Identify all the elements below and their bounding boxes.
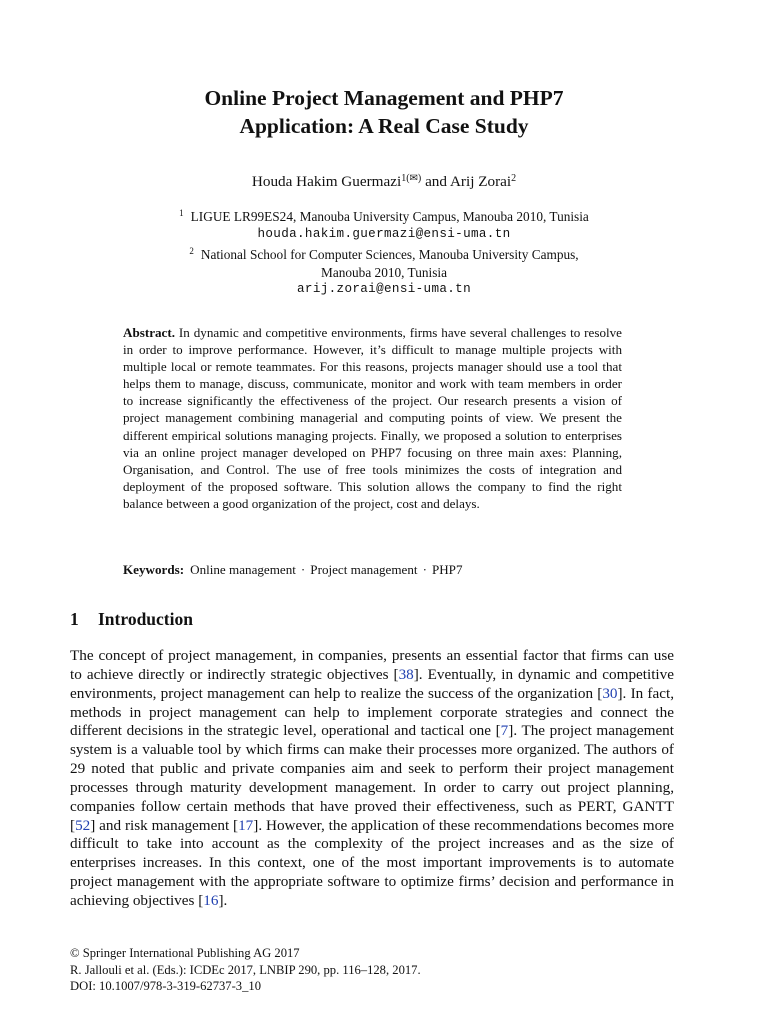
keyword-item: PHP7 bbox=[431, 562, 463, 577]
citation-link[interactable]: 38 bbox=[398, 665, 414, 683]
doi-line[interactable]: DOI: 10.1007/978-3-319-62737-3_10 bbox=[70, 979, 261, 993]
abstract-text: In dynamic and competitive environments, firms have several challenges to resolve in order to improve performance. However, it’s difficult to manage multiple projects with multiple local or remote teammates. For this reasons, projects manager should use a tool that helps them to manage, discuss, communicate, monitor and work with team members in order to increase significantly the effectiveness of the project. Our research presents a vision of project management combining managerial and computing points of view. We present the different empirical solutions managing projects. Finally, we proposed a solution to enterprises via an online project manager developed on PHP7 focusing on three main axes: Planning, Organisation, and Control. The use of free tools minimizes the costs of integration and deployment of the proposed software. This solution allows the company to find the right balance between a good organization of the project, cost and delays. bbox=[123, 325, 622, 511]
keyword-separator: · bbox=[300, 562, 306, 577]
author-1-name: Houda Hakim Guermazi bbox=[251, 173, 402, 190]
author-join: and bbox=[421, 173, 450, 190]
keywords bbox=[123, 561, 643, 578]
publication-footer bbox=[70, 945, 421, 995]
author-2-affil-marker: 2 bbox=[511, 173, 517, 184]
section-number: 1 bbox=[70, 609, 79, 629]
citation-link[interactable]: 30 bbox=[602, 684, 618, 702]
citation-link[interactable]: 17 bbox=[238, 816, 254, 834]
section-title: Introduction bbox=[98, 609, 193, 629]
keywords-label: Keywords: bbox=[123, 562, 185, 577]
author-list bbox=[0, 172, 768, 192]
title-line-1: Online Project Management and PHP7 bbox=[204, 86, 564, 110]
author-2-name: Arij Zorai bbox=[449, 173, 512, 190]
affiliation-1: $^1$ LIGUE LR99ES24, Manouba University Campus, Manouba 2010, Tunisia bbox=[179, 208, 589, 224]
author-2-email[interactable]: arij.zorai@ensi-uma.tn bbox=[297, 282, 471, 296]
affiliation-2-line-2: Manouba 2010, Tunisia bbox=[321, 264, 447, 280]
title-line-2: Application: A Real Case Study bbox=[239, 114, 529, 138]
abstract-label: Abstract. bbox=[123, 325, 175, 340]
keyword-separator: · bbox=[422, 562, 427, 577]
section-heading-introduction bbox=[70, 608, 193, 630]
citation-link[interactable]: 52 bbox=[75, 816, 91, 834]
copyright-line: © Springer International Publishing AG 2017 bbox=[70, 946, 300, 960]
author-1-affil-marker: 1(✉) bbox=[401, 173, 422, 184]
citation-link[interactable]: 7 bbox=[500, 722, 509, 740]
abstract bbox=[123, 324, 622, 512]
keyword-item: Project management bbox=[310, 562, 418, 577]
keyword-item: Online management bbox=[190, 562, 296, 577]
affiliation-2: $^2$ National School for Computer Sciences, Manouba University Campus, bbox=[189, 246, 579, 262]
author-1-email[interactable]: houda.hakim.guermazi@ensi-uma.tn bbox=[257, 226, 511, 241]
introduction-paragraph: The concept of project management, in companies, presents an essential factor that firms can use to achieve directly or indirectly strategic objectives [38]. Eventually, in dynamic and competitive environments, project management can help to realize the success of the organization [30]. In fact, methods in project management can help to implement corporate strategies and connect the different decisions in the strategic level, operational and tactical one [7]. The project management system is a valuable tool by which firms can make their processes more organized. The authors of 29 noted that public and private companies aim and seek to perform their project management processes through maturity development management. In order to carry out project planning, companies follow certain methods that have proved their effectiveness, such as PERT, GANTT [52] and risk management [17]. However, the application of these recommendations becomes more difficult to take into account as the complexity of the project increases and as the size of enterprises increases. In this context, one of the most important improvements is to automate project management with the appropriate software to optimize firms’ decision and performance in achieving objectives [16]. bbox=[70, 647, 674, 909]
paper-title bbox=[0, 84, 768, 140]
citation-line: R. Jallouli et al. (Eds.): ICDEc 2017, LNBIP 290, pp. 116–128, 2017. bbox=[70, 962, 421, 977]
affiliations bbox=[100, 205, 668, 299]
citation-link[interactable]: 16 bbox=[203, 891, 219, 909]
